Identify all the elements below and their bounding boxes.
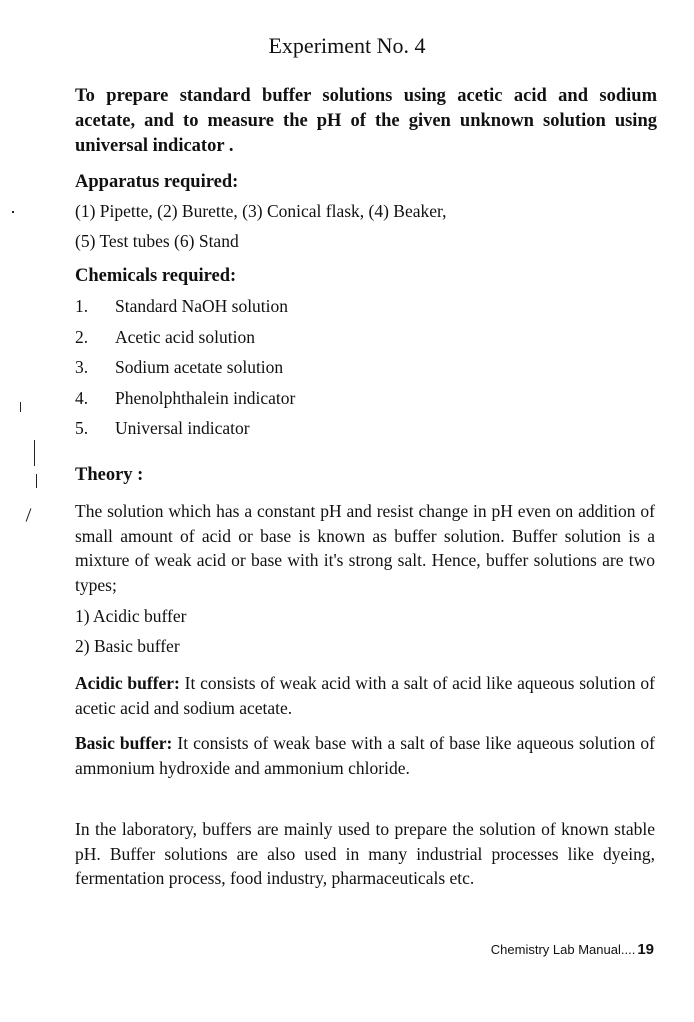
page-title: Experiment No. 4	[268, 33, 426, 58]
apparatus-heading: Apparatus required:	[75, 172, 239, 192]
item-number: 4.	[75, 387, 89, 408]
basic-buffer-text: It consists of weak base with a salt of base like aqueous solution of ammonium hydroxide and ammonium chloride.	[75, 733, 655, 778]
apparatus-line: (5) Test tubes (6) Stand	[75, 231, 239, 251]
manual-name: Chemistry Lab Manual....	[490, 942, 636, 957]
buffer-type-item: 2) Basic buffer	[75, 636, 180, 656]
item-number: 2.	[75, 326, 89, 347]
scan-mark	[34, 440, 35, 466]
item-text: Standard NaOH solution	[115, 296, 289, 316]
page-footer	[491, 941, 654, 959]
buffer-uses-paragraph: In the laboratory, buffers are mainly used to prepare the solution of known stable pH. Buffer solutions are also used in many industrial processes like dyeing, fermentation process, food industry, pharmaceuticals etc.	[75, 819, 655, 888]
list-item	[75, 325, 295, 356]
list-item	[75, 355, 295, 386]
scan-mark	[12, 211, 14, 213]
basic-buffer-label: Basic buffer:	[75, 733, 173, 753]
theory-heading: Theory :	[75, 465, 144, 485]
item-number: 1.	[75, 296, 89, 316]
list-item	[75, 294, 295, 325]
acidic-buffer-label: Acidic buffer:	[75, 673, 180, 693]
item-number: 5.	[75, 418, 89, 438]
apparatus-line: (1) Pipette, (2) Burette, (3) Conical flask, (4) Beaker,	[75, 201, 447, 221]
scan-mark	[20, 402, 21, 412]
experiment-aim: To prepare standard buffer solutions using acetic acid and sodium acetate, and to measure the pH of the given unknown solution using universal indicator .	[75, 86, 657, 156]
list-item	[75, 416, 295, 447]
item-text: Universal indicator	[115, 418, 250, 438]
scan-mark	[26, 508, 32, 521]
buffer-type-item: 1) Acidic buffer	[75, 606, 187, 626]
list-item	[75, 386, 295, 417]
acidic-buffer-text: It consists of weak acid with a salt of acid like aqueous solution of acetic acid and sodium acetate.	[75, 673, 655, 718]
page-number: 19	[637, 941, 654, 958]
item-number: 3.	[75, 357, 89, 377]
chemicals-list	[75, 294, 295, 447]
basic-buffer-paragraph	[75, 731, 655, 780]
acidic-buffer-paragraph	[75, 671, 655, 720]
chemicals-heading: Chemicals required:	[75, 266, 237, 286]
item-text: Sodium acetate solution	[115, 357, 284, 377]
item-text: Phenolphthalein indicator	[115, 387, 296, 408]
theory-intro: The solution which has a constant pH and resist change in pH even on addition of small amount of acid or base is known as buffer solution. Buffer solution is a mixture of weak acid or base with it's strong salt. Hence, buffer solutions are two types;	[75, 501, 655, 595]
scan-mark	[36, 474, 37, 488]
item-text: Acetic acid solution	[115, 326, 255, 347]
